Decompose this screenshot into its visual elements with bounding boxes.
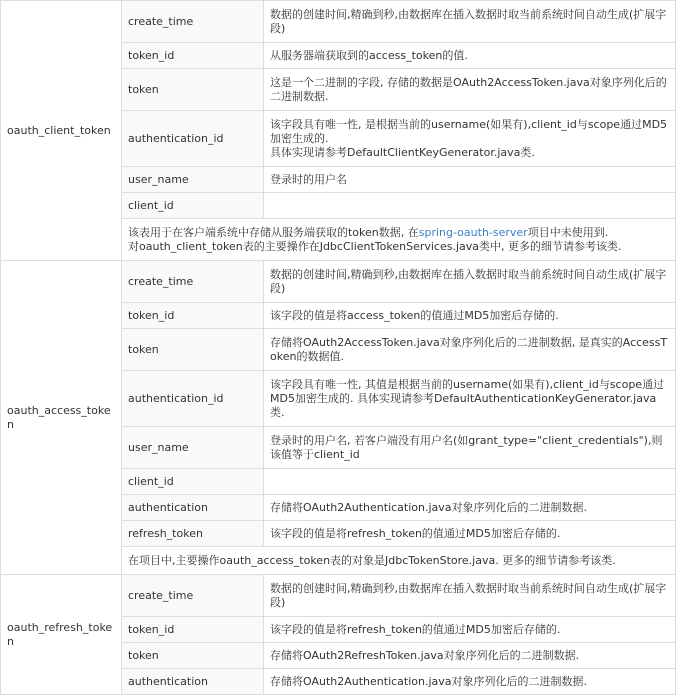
table-note [122,219,676,261]
field-desc: 数据的创建时间,精确到秒,由数据库在插入数据时取当前系统时间自动生成(扩展字段) [264,1,676,43]
field-desc: 存储将OAuth2RefreshToken.java对象序列化后的二进制数据. [264,643,676,669]
field-desc: 该字段具有唯一性, 是根据当前的username(如果有),client_id与scope通过MD5加密生成的. 具体实现请参考DefaultClientKeyGenerator.java类. [264,111,676,167]
table-name-refresh-token: oauth_refresh_token [1,575,122,695]
project-link[interactable]: spring-oauth-server [418,225,528,239]
field-name: client_id [122,193,264,219]
field-name: authentication [122,495,264,521]
field-desc: 存储将OAuth2AccessToken.java对象序列化后的二进制数据, 是真实的AccessToken的数据值. [264,329,676,371]
table-name-client-token: oauth_client_token [1,1,122,261]
table-row [1,261,676,303]
field-desc: 该字段具有唯一性, 其值是根据当前的username(如果有),client_id与scope通过MD5加密生成的. 具体实现请参考DefaultAuthenticationKeyGenerator.java类. [264,371,676,427]
field-desc: 登录时的用户名 [264,167,676,193]
field-desc [264,469,676,495]
table-note: 在项目中,主要操作oauth_access_token表的对象是JdbcTokenStore.java. 更多的细节请参考该类. [122,547,676,575]
table-name-access-token: oauth_access_token [1,261,122,575]
table-row [1,1,676,43]
field-name: token [122,643,264,669]
field-name: refresh_token [122,521,264,547]
field-name: token [122,69,264,111]
field-name: token_id [122,617,264,643]
table-row [1,575,676,617]
note-text: 该表用于在客户端系统中存储从服务端获取的token数据, 在 [128,225,419,239]
field-name: user_name [122,167,264,193]
field-desc: 数据的创建时间,精确到秒,由数据库在插入数据时取当前系统时间自动生成(扩展字段) [264,261,676,303]
field-desc: 从服务器端获取到的access_token的值. [264,43,676,69]
field-desc: 这是一个二进制的字段, 存储的数据是OAuth2AccessToken.java对象序列化后的二进制数据. [264,69,676,111]
field-name: token [122,329,264,371]
field-name: client_id [122,469,264,495]
field-desc: 存储将OAuth2Authentication.java对象序列化后的二进制数据. [264,669,676,695]
field-desc: 存储将OAuth2Authentication.java对象序列化后的二进制数据. [264,495,676,521]
field-name: token_id [122,303,264,329]
field-desc: 该字段的值是将access_token的值通过MD5加密后存储的. [264,303,676,329]
field-name: authentication_id [122,371,264,427]
field-name: create_time [122,1,264,43]
field-desc: 该字段的值是将refresh_token的值通过MD5加密后存储的. [264,617,676,643]
field-name: create_time [122,575,264,617]
field-name: authentication [122,669,264,695]
field-desc [264,193,676,219]
field-name: user_name [122,427,264,469]
field-desc: 该字段的值是将refresh_token的值通过MD5加密后存储的. [264,521,676,547]
field-desc: 登录时的用户名, 若客户端没有用户名(如grant_type="client_credentials"),则该值等于client_id [264,427,676,469]
field-desc: 数据的创建时间,精确到秒,由数据库在插入数据时取当前系统时间自动生成(扩展字段) [264,575,676,617]
field-name: token_id [122,43,264,69]
field-name: authentication_id [122,111,264,167]
field-name: create_time [122,261,264,303]
note-text: 项目中未使用到. 对oauth_client_token表的主要操作在JdbcClientTokenServices.java类中, 更多的细节请参考该类. [128,225,622,253]
